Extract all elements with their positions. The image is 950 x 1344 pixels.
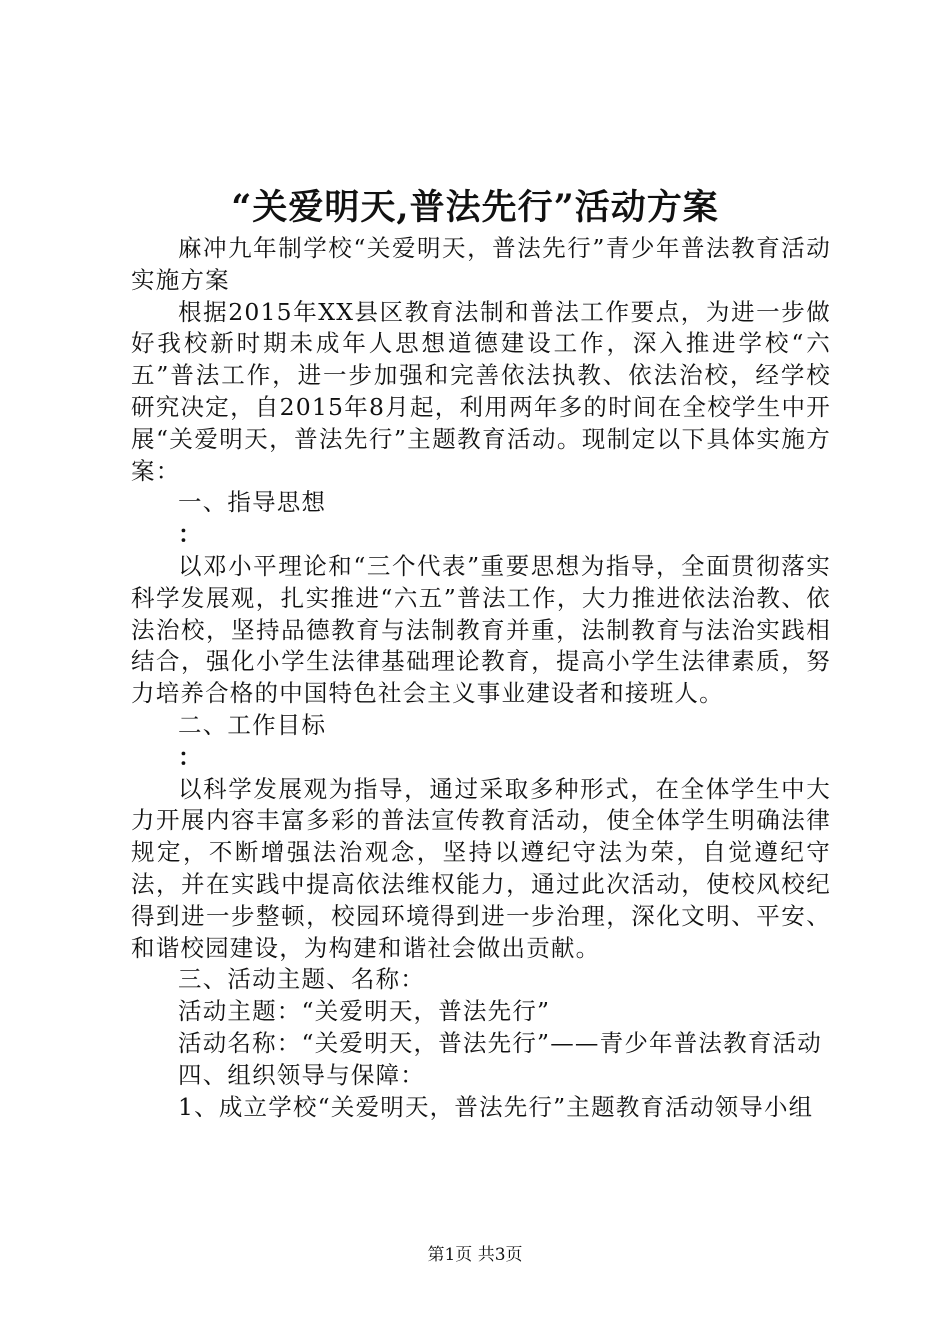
section-colon: ： — [178, 520, 202, 549]
paragraph-background: 根据2015年XX县区教育法制和普法工作要点，为进一步做好我校新时期未成年人思想道德建设工作，深入推进学校“六五”普法工作，进一步加强和完善依法执教、依法治校，经学校研究决定，自2015年8月起，利用两年多的时间在全校学生中开展“关爱明天，普法先行”主题教育活动。现制定以下具体实施方案： — [131, 297, 831, 485]
section-colon: ： — [178, 742, 202, 771]
section-heading-work-goals: 二、工作目标 — [178, 710, 327, 739]
document-body — [131, 233, 831, 1123]
section-heading-guiding-thought: 一、指导思想 — [178, 488, 327, 517]
paragraph-intro: 麻冲九年制学校“关爱明天，普法先行”青少年普法教育活动实施方案 — [131, 234, 831, 294]
section-heading-organization: 四、组织领导与保障： — [178, 1060, 425, 1089]
paragraph-leadership-group: 1、成立学校“关爱明天，普法先行”主题教育活动领导小组 — [178, 1092, 814, 1121]
paragraph-guiding-thought: 以邓小平理论和“三个代表”重要思想为指导，全面贯彻落实科学发展观，扎实推进“六五”普法工作，大力推进依法治教、依法治校，坚持品德教育与法制教育并重，法制教育与法治实践相结合，强化小学生法律基础理论教育，提高小学生法律素质，努力培养合格的中国特色社会主义事业建设者和接班人。 — [131, 551, 831, 708]
document-title: “关爱明天,普法先行”活动方案 — [231, 187, 719, 228]
paragraph-activity-theme: 活动主题：“关爱明天，普法先行” — [178, 997, 551, 1026]
paragraph-work-goals: 以科学发展观为指导，通过采取多种形式，在全体学生中大力开展内容丰富多彩的普法宣传教育活动，使全体学生明确法律规定，不断增强法治观念，坚持以遵纪守法为荣，自觉遵纪守法，并在实践中提高依法维权能力，通过此次活动，使校风校纪得到进一步整顿，校园环境得到进一步治理，深化文明、平安、和谐校园建设，为构建和谐社会做出贡献。 — [131, 774, 831, 962]
page-footer: 第1页 共3页 — [427, 1245, 523, 1265]
section-heading-theme-name: 三、活动主题、名称： — [178, 965, 425, 994]
paragraph-activity-name: 活动名称：“关爱明天，普法先行”——青少年普法教育活动 — [178, 1028, 822, 1057]
